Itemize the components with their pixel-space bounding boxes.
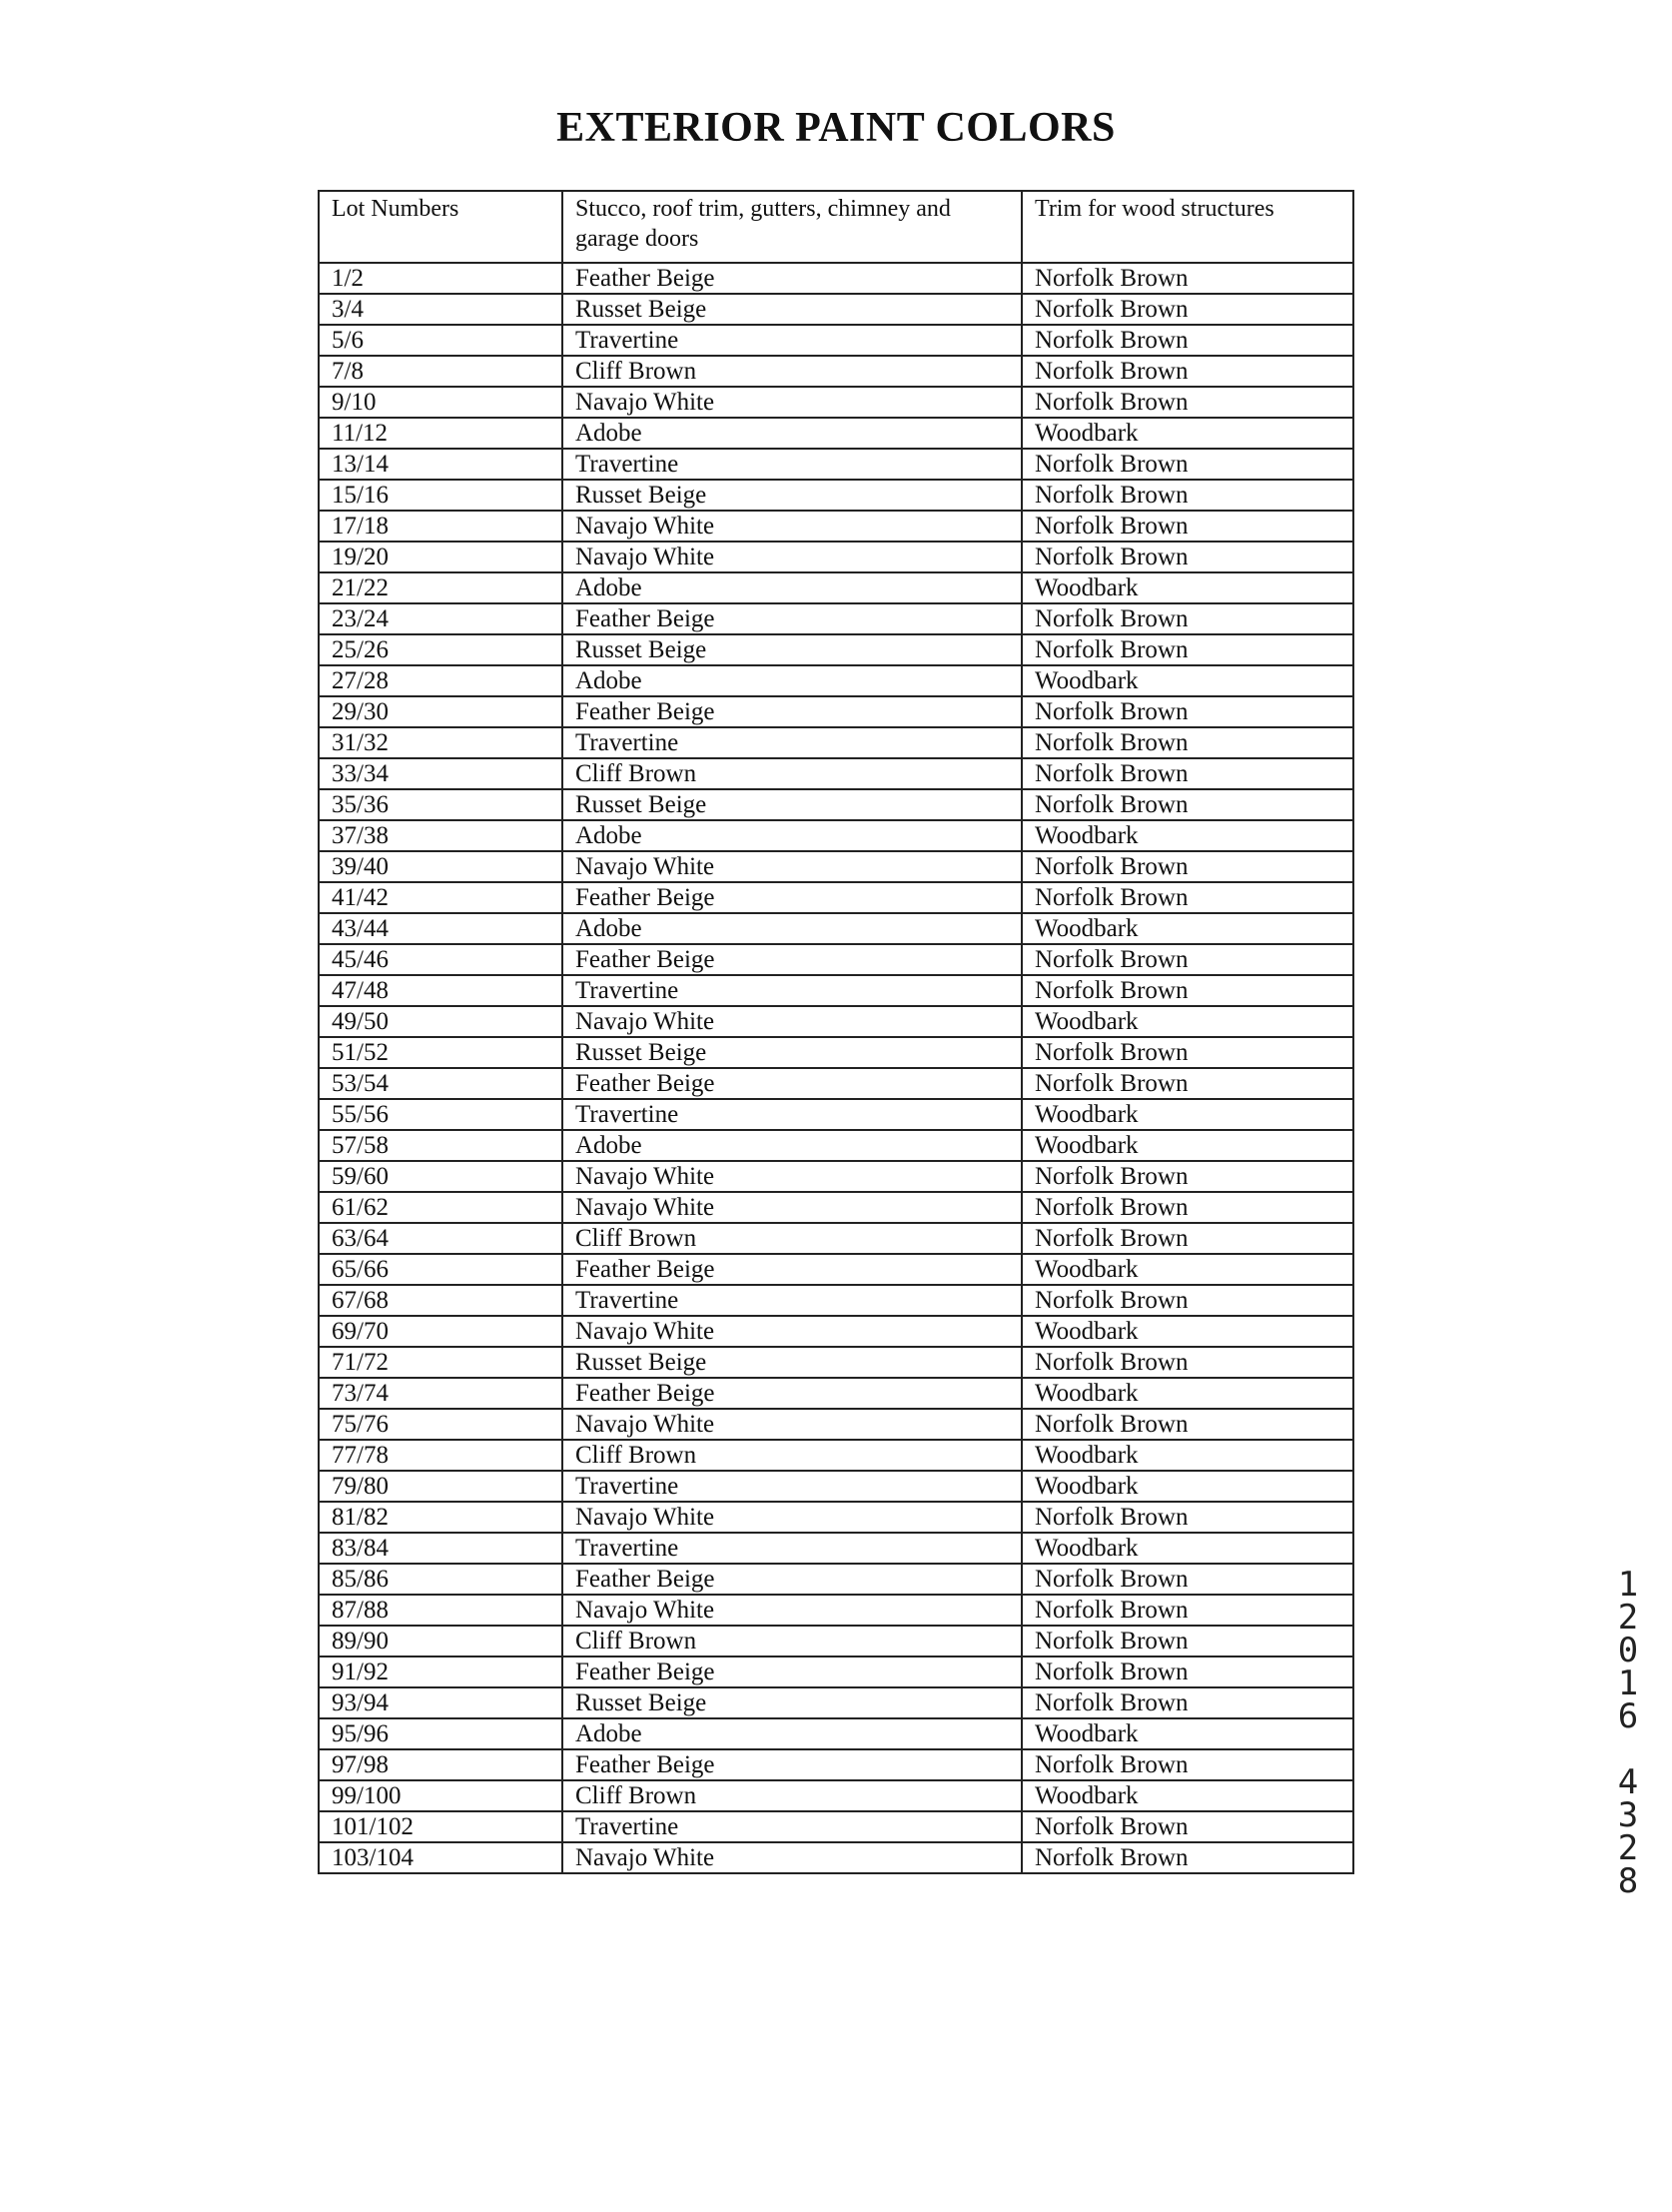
stucco-color-cell: Feather Beige (562, 1378, 1022, 1409)
table-body (319, 263, 1353, 1873)
stucco-color-cell: Feather Beige (562, 1254, 1022, 1285)
wood-trim-cell: Norfolk Brown (1022, 1223, 1353, 1254)
lot-number-cell: 71/72 (319, 1347, 562, 1378)
lot-number-cell: 27/28 (319, 665, 562, 696)
lot-number-cell: 55/56 (319, 1099, 562, 1130)
table-row (319, 1068, 1353, 1099)
table-row (319, 913, 1353, 944)
wood-trim-cell: Woodbark (1022, 1440, 1353, 1471)
stucco-color-cell: Navajo White (562, 387, 1022, 418)
lot-number-cell: 7/8 (319, 356, 562, 387)
page-title: EXTERIOR PAINT COLORS (556, 105, 1116, 151)
lot-number-cell: 53/54 (319, 1068, 562, 1099)
wood-trim-cell: Norfolk Brown (1022, 944, 1353, 975)
stucco-color-cell: Navajo White (562, 1409, 1022, 1440)
table-row (319, 1254, 1353, 1285)
lot-number-cell: 99/100 (319, 1780, 562, 1811)
stucco-color-cell: Navajo White (562, 542, 1022, 572)
stucco-color-cell: Cliff Brown (562, 758, 1022, 789)
stucco-color-cell: Adobe (562, 913, 1022, 944)
header-stucco-colors: Stucco, roof trim, gutters, chimney and garage doors (562, 191, 1022, 263)
wood-trim-cell: Norfolk Brown (1022, 449, 1353, 480)
table-row (319, 1409, 1353, 1440)
lot-number-cell: 97/98 (319, 1749, 562, 1780)
lot-number-cell: 15/16 (319, 480, 562, 511)
table-row (319, 1161, 1353, 1192)
lot-number-cell: 31/32 (319, 727, 562, 758)
wood-trim-cell: Norfolk Brown (1022, 1068, 1353, 1099)
wood-trim-cell: Norfolk Brown (1022, 480, 1353, 511)
table-row (319, 294, 1353, 325)
wood-trim-cell: Woodbark (1022, 1780, 1353, 1811)
wood-trim-cell: Woodbark (1022, 665, 1353, 696)
stucco-color-cell: Feather Beige (562, 1068, 1022, 1099)
lot-number-cell: 59/60 (319, 1161, 562, 1192)
lot-number-cell: 75/76 (319, 1409, 562, 1440)
table-row (319, 1378, 1353, 1409)
lot-number-cell: 19/20 (319, 542, 562, 572)
table-row (319, 263, 1353, 294)
side-number-digit: 2 (1617, 1828, 1639, 1868)
wood-trim-cell: Norfolk Brown (1022, 727, 1353, 758)
stucco-color-cell: Navajo White (562, 851, 1022, 882)
wood-trim-cell: Norfolk Brown (1022, 1811, 1353, 1842)
stucco-color-cell: Navajo White (562, 511, 1022, 542)
stucco-color-cell: Cliff Brown (562, 356, 1022, 387)
table-row (319, 387, 1353, 418)
wood-trim-cell: Norfolk Brown (1022, 1564, 1353, 1595)
table-row (319, 1192, 1353, 1223)
table-row (319, 1440, 1353, 1471)
stucco-color-cell: Travertine (562, 1099, 1022, 1130)
wood-trim-cell: Woodbark (1022, 1378, 1353, 1409)
lot-number-cell: 69/70 (319, 1316, 562, 1347)
table-row (319, 325, 1353, 356)
stucco-color-cell: Navajo White (562, 1161, 1022, 1192)
table-row (319, 1099, 1353, 1130)
table-row (319, 1533, 1353, 1564)
table-row (319, 1316, 1353, 1347)
wood-trim-cell: Woodbark (1022, 418, 1353, 449)
table-row (319, 418, 1353, 449)
table-row (319, 1223, 1353, 1254)
side-number-digit: 0 (1617, 1631, 1639, 1670)
wood-trim-cell: Norfolk Brown (1022, 294, 1353, 325)
wood-trim-cell: Norfolk Brown (1022, 356, 1353, 387)
wood-trim-cell: Norfolk Brown (1022, 1595, 1353, 1626)
wood-trim-cell: Woodbark (1022, 1718, 1353, 1749)
wood-trim-cell: Woodbark (1022, 1533, 1353, 1564)
stucco-color-cell: Navajo White (562, 1595, 1022, 1626)
stucco-color-cell: Russet Beige (562, 294, 1022, 325)
lot-number-cell: 39/40 (319, 851, 562, 882)
wood-trim-cell: Woodbark (1022, 1006, 1353, 1037)
wood-trim-cell: Norfolk Brown (1022, 1285, 1353, 1316)
lot-number-cell: 45/46 (319, 944, 562, 975)
wood-trim-cell: Norfolk Brown (1022, 1626, 1353, 1657)
table-row (319, 511, 1353, 542)
stucco-color-cell: Cliff Brown (562, 1626, 1022, 1657)
table-row (319, 1749, 1353, 1780)
wood-trim-cell: Norfolk Brown (1022, 1749, 1353, 1780)
lot-number-cell: 17/18 (319, 511, 562, 542)
table-row (319, 696, 1353, 727)
side-number-digit: 1 (1617, 1565, 1639, 1605)
table-row (319, 1006, 1353, 1037)
stucco-color-cell: Navajo White (562, 1006, 1022, 1037)
table-row (319, 1502, 1353, 1533)
wood-trim-cell: Norfolk Brown (1022, 1037, 1353, 1068)
wood-trim-cell: Norfolk Brown (1022, 1347, 1353, 1378)
side-number-digit: 4 (1617, 1762, 1639, 1802)
table-row (319, 449, 1353, 480)
wood-trim-cell: Woodbark (1022, 1316, 1353, 1347)
table-row (319, 1595, 1353, 1626)
table-row (319, 820, 1353, 851)
wood-trim-cell: Norfolk Brown (1022, 1409, 1353, 1440)
lot-number-cell: 61/62 (319, 1192, 562, 1223)
wood-trim-cell: Woodbark (1022, 1130, 1353, 1161)
side-document-number (1608, 1565, 1648, 1901)
table-row (319, 572, 1353, 603)
lot-number-cell: 85/86 (319, 1564, 562, 1595)
lot-number-cell: 51/52 (319, 1037, 562, 1068)
lot-number-cell: 5/6 (319, 325, 562, 356)
side-number-digit: 3 (1617, 1795, 1639, 1835)
lot-number-cell: 1/2 (319, 263, 562, 294)
wood-trim-cell: Norfolk Brown (1022, 1161, 1353, 1192)
wood-trim-cell: Woodbark (1022, 913, 1353, 944)
stucco-color-cell: Navajo White (562, 1502, 1022, 1533)
paint-colors-table (318, 190, 1354, 1874)
table-row (319, 1564, 1353, 1595)
stucco-color-cell: Navajo White (562, 1192, 1022, 1223)
lot-number-cell: 43/44 (319, 913, 562, 944)
table-row (319, 1347, 1353, 1378)
wood-trim-cell: Woodbark (1022, 1254, 1353, 1285)
wood-trim-cell: Woodbark (1022, 1471, 1353, 1502)
lot-number-cell: 57/58 (319, 1130, 562, 1161)
stucco-color-cell: Adobe (562, 820, 1022, 851)
stucco-color-cell: Feather Beige (562, 944, 1022, 975)
side-number-digit: 8 (1617, 1861, 1639, 1901)
stucco-color-cell: Adobe (562, 665, 1022, 696)
table-row (319, 851, 1353, 882)
lot-number-cell: 93/94 (319, 1687, 562, 1718)
table-row (319, 727, 1353, 758)
stucco-color-cell: Feather Beige (562, 263, 1022, 294)
table-row (319, 789, 1353, 820)
table-row (319, 1130, 1353, 1161)
stucco-color-cell: Russet Beige (562, 634, 1022, 665)
table-row (319, 1471, 1353, 1502)
lot-number-cell: 81/82 (319, 1502, 562, 1533)
lot-number-cell: 87/88 (319, 1595, 562, 1626)
stucco-color-cell: Travertine (562, 1811, 1022, 1842)
table-row (319, 480, 1353, 511)
lot-number-cell: 21/22 (319, 572, 562, 603)
lot-number-cell: 73/74 (319, 1378, 562, 1409)
lot-number-cell: 47/48 (319, 975, 562, 1006)
lot-number-cell: 67/68 (319, 1285, 562, 1316)
wood-trim-cell: Norfolk Brown (1022, 1192, 1353, 1223)
wood-trim-cell: Norfolk Brown (1022, 1842, 1353, 1873)
table-row (319, 1037, 1353, 1068)
table-row (319, 1626, 1353, 1657)
table-row (319, 634, 1353, 665)
stucco-color-cell: Travertine (562, 325, 1022, 356)
stucco-color-cell: Travertine (562, 975, 1022, 1006)
stucco-color-cell: Feather Beige (562, 882, 1022, 913)
table-row (319, 1657, 1353, 1687)
lot-number-cell: 89/90 (319, 1626, 562, 1657)
stucco-color-cell: Russet Beige (562, 480, 1022, 511)
stucco-color-cell: Navajo White (562, 1316, 1022, 1347)
stucco-color-cell: Cliff Brown (562, 1440, 1022, 1471)
table-row (319, 1718, 1353, 1749)
lot-number-cell: 77/78 (319, 1440, 562, 1471)
wood-trim-cell: Norfolk Brown (1022, 1502, 1353, 1533)
stucco-color-cell: Adobe (562, 418, 1022, 449)
stucco-color-cell: Russet Beige (562, 1347, 1022, 1378)
stucco-color-cell: Russet Beige (562, 1037, 1022, 1068)
lot-number-cell: 13/14 (319, 449, 562, 480)
table-row (319, 1687, 1353, 1718)
table-row (319, 542, 1353, 572)
lot-number-cell: 63/64 (319, 1223, 562, 1254)
wood-trim-cell: Norfolk Brown (1022, 542, 1353, 572)
wood-trim-cell: Woodbark (1022, 820, 1353, 851)
table-row (319, 603, 1353, 634)
wood-trim-cell: Norfolk Brown (1022, 511, 1353, 542)
table-row (319, 1842, 1353, 1873)
lot-number-cell: 9/10 (319, 387, 562, 418)
stucco-color-cell: Adobe (562, 572, 1022, 603)
lot-number-cell: 23/24 (319, 603, 562, 634)
wood-trim-cell: Woodbark (1022, 572, 1353, 603)
table-row (319, 975, 1353, 1006)
stucco-color-cell: Feather Beige (562, 1749, 1022, 1780)
lot-number-cell: 103/104 (319, 1842, 562, 1873)
lot-number-cell: 79/80 (319, 1471, 562, 1502)
table-row (319, 1780, 1353, 1811)
stucco-color-cell: Feather Beige (562, 696, 1022, 727)
stucco-color-cell: Russet Beige (562, 1687, 1022, 1718)
stucco-color-cell: Navajo White (562, 1842, 1022, 1873)
lot-number-cell: 83/84 (319, 1533, 562, 1564)
side-number-digit: 1 (1617, 1663, 1639, 1703)
lot-number-cell: 41/42 (319, 882, 562, 913)
wood-trim-cell: Woodbark (1022, 1099, 1353, 1130)
header-lot-numbers: Lot Numbers (319, 191, 562, 263)
table-row (319, 1811, 1353, 1842)
stucco-color-cell: Adobe (562, 1130, 1022, 1161)
stucco-color-cell: Russet Beige (562, 789, 1022, 820)
wood-trim-cell: Norfolk Brown (1022, 975, 1353, 1006)
wood-trim-cell: Norfolk Brown (1022, 263, 1353, 294)
wood-trim-cell: Norfolk Brown (1022, 1687, 1353, 1718)
lot-number-cell: 3/4 (319, 294, 562, 325)
table-row (319, 944, 1353, 975)
lot-number-cell: 35/36 (319, 789, 562, 820)
wood-trim-cell: Norfolk Brown (1022, 634, 1353, 665)
table-header-row (319, 191, 1353, 263)
stucco-color-cell: Feather Beige (562, 603, 1022, 634)
lot-number-cell: 101/102 (319, 1811, 562, 1842)
lot-number-cell: 33/34 (319, 758, 562, 789)
stucco-color-cell: Travertine (562, 727, 1022, 758)
lot-number-cell: 25/26 (319, 634, 562, 665)
lot-number-cell: 91/92 (319, 1657, 562, 1687)
lot-number-cell: 95/96 (319, 1718, 562, 1749)
stucco-color-cell: Travertine (562, 449, 1022, 480)
stucco-color-cell: Feather Beige (562, 1564, 1022, 1595)
wood-trim-cell: Norfolk Brown (1022, 325, 1353, 356)
lot-number-cell: 65/66 (319, 1254, 562, 1285)
lot-number-cell: 11/12 (319, 418, 562, 449)
table-row (319, 758, 1353, 789)
stucco-color-cell: Cliff Brown (562, 1223, 1022, 1254)
wood-trim-cell: Norfolk Brown (1022, 387, 1353, 418)
lot-number-cell: 29/30 (319, 696, 562, 727)
wood-trim-cell: Norfolk Brown (1022, 696, 1353, 727)
stucco-color-cell: Travertine (562, 1533, 1022, 1564)
wood-trim-cell: Norfolk Brown (1022, 758, 1353, 789)
lot-number-cell: 49/50 (319, 1006, 562, 1037)
stucco-color-cell: Cliff Brown (562, 1780, 1022, 1811)
wood-trim-cell: Norfolk Brown (1022, 851, 1353, 882)
table-row (319, 1285, 1353, 1316)
wood-trim-cell: Norfolk Brown (1022, 603, 1353, 634)
lot-number-cell: 37/38 (319, 820, 562, 851)
side-number-digit: 6 (1617, 1696, 1639, 1736)
stucco-color-cell: Adobe (562, 1718, 1022, 1749)
header-wood-trim: Trim for wood structures (1022, 191, 1353, 263)
stucco-color-cell: Travertine (562, 1471, 1022, 1502)
wood-trim-cell: Norfolk Brown (1022, 789, 1353, 820)
wood-trim-cell: Norfolk Brown (1022, 1657, 1353, 1687)
stucco-color-cell: Travertine (562, 1285, 1022, 1316)
table-row (319, 882, 1353, 913)
table-row (319, 356, 1353, 387)
wood-trim-cell: Norfolk Brown (1022, 882, 1353, 913)
table-row (319, 665, 1353, 696)
stucco-color-cell: Feather Beige (562, 1657, 1022, 1687)
side-number-digit: 2 (1617, 1598, 1639, 1638)
